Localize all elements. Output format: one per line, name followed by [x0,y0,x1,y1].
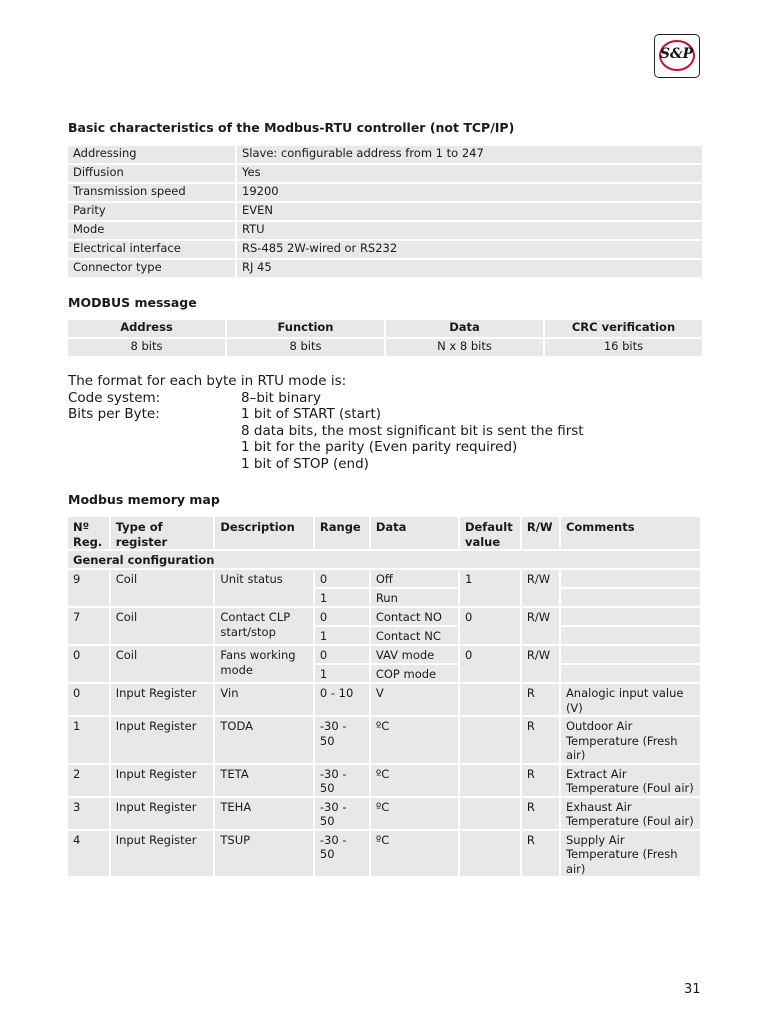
register-default [460,717,520,763]
table-row [68,831,700,877]
register-default [460,765,520,796]
register-data: COP mode [371,665,458,682]
register-type: Coil [111,608,214,644]
register-comment: Analogic input value (V) [561,684,700,715]
register-reg: 0 [68,684,109,715]
register-range: -30 - 50 [315,798,369,829]
table-row [68,165,702,182]
comment-cell [561,608,700,625]
column-header: Default value [460,517,520,549]
column-header: Type of register [111,517,214,549]
column-header: Data [386,320,543,337]
table-row [68,570,700,587]
table-row [68,608,700,625]
logo-text: S&P [659,46,694,62]
property-name: Addressing [68,146,235,163]
register-data: Off [371,570,458,587]
register-rw: R [522,717,559,763]
column-header: Range [315,517,369,549]
register-comment: Exhaust Air Temperature (Foul air) [561,798,700,829]
register-type: Input Register [111,684,214,715]
property-value: EVEN [237,203,702,220]
register-type: Input Register [111,831,214,877]
register-range: -30 - 50 [315,831,369,877]
register-range: 1 [315,665,369,682]
property-value: RTU [237,222,702,239]
column-header: Nº Reg. [68,517,109,549]
register-range: 1 [315,627,369,644]
register-reg: 1 [68,717,109,763]
property-value: RJ 45 [237,260,702,277]
register-rw: R/W [522,608,559,644]
register-range: 1 [315,589,369,606]
memory-map-table [66,515,702,878]
register-desc: TETA [215,765,313,796]
table-row [68,765,700,796]
register-description: Fans working mode [215,646,313,682]
page-number: 31 [684,982,701,997]
table-row [68,222,702,239]
register-number: 0 [68,646,109,682]
bits-per-byte-values [241,406,584,472]
register-default [460,831,520,877]
register-data: Run [371,589,458,606]
register-description: Unit status [215,570,313,606]
register-range: -30 - 50 [315,717,369,763]
column-header: R/W [522,517,559,549]
table-row [68,203,702,220]
register-type: Coil [111,570,214,606]
comment-cell [561,589,700,606]
register-number: 9 [68,570,109,606]
register-desc: TSUP [215,831,313,877]
rtu-format-text [68,373,584,473]
property-value: Yes [237,165,702,182]
bits-line: 1 bit of STOP (end) [241,455,369,472]
section-title-characteristics: Basic characteristics of the Modbus-RTU controller (not TCP/IP) [68,120,515,135]
property-name: Connector type [68,260,235,277]
register-reg: 3 [68,798,109,829]
register-range: 0 - 10 [315,684,369,715]
modbus-message-table [66,318,704,358]
register-comment: Outdoor Air Temperature (Fresh air) [561,717,700,763]
property-value: Slave: configurable address from 1 to 247 [237,146,702,163]
sp-logo [654,34,700,78]
register-rw: R [522,765,559,796]
register-desc: TEHA [215,798,313,829]
register-reg: 2 [68,765,109,796]
property-name: Diffusion [68,165,235,182]
property-name: Electrical interface [68,241,235,258]
table-cell: N x 8 bits [386,339,543,356]
register-rw: R [522,831,559,877]
register-data: Contact NO [371,608,458,625]
register-description: Contact CLP start/stop [215,608,313,644]
register-range: 0 [315,570,369,587]
register-number: 7 [68,608,109,644]
property-name: Parity [68,203,235,220]
register-desc: Vin [215,684,313,715]
property-name: Transmission speed [68,184,235,201]
characteristics-table [66,144,704,279]
register-type: Input Register [111,717,214,763]
table-row [68,798,700,829]
register-rw: R/W [522,646,559,682]
register-data: ºC [371,831,458,877]
register-default: 1 [460,570,520,606]
register-rw: R [522,798,559,829]
column-header: Function [227,320,384,337]
register-default [460,798,520,829]
group-label: General configuration [68,551,700,568]
register-range: 0 [315,608,369,625]
register-type: Input Register [111,765,214,796]
table-cell: 8 bits [227,339,384,356]
register-type: Input Register [111,798,214,829]
bits-per-byte-label: Bits per Byte: [68,406,160,423]
column-header: CRC verification [545,320,702,337]
comment-cell [561,570,700,587]
table-cell: 8 bits [68,339,225,356]
property-value: 19200 [237,184,702,201]
code-system-value: 8–bit binary [241,389,321,406]
table-row [68,146,702,163]
table-row [68,717,700,763]
register-reg: 4 [68,831,109,877]
table-row [68,184,702,201]
column-header: Description [215,517,313,549]
table-row [68,684,700,715]
register-rw: R [522,684,559,715]
comment-cell [561,665,700,682]
register-desc: TODA [215,717,313,763]
column-header: Address [68,320,225,337]
column-header: Data [371,517,458,549]
register-default [460,684,520,715]
register-comment: Supply Air Temperature (Fresh air) [561,831,700,877]
register-range: -30 - 50 [315,765,369,796]
bits-line: 1 bit of START (start) [241,406,382,423]
code-system-label: Code system: [68,389,161,406]
section-title-modbus-message: MODBUS message [68,295,197,310]
group-row [68,551,700,568]
property-name: Mode [68,222,235,239]
section-title-memory-map: Modbus memory map [68,492,220,507]
bits-line: 8 data bits, the most significant bit is sent the first [241,422,584,439]
register-comment: Extract Air Temperature (Foul air) [561,765,700,796]
register-data: ºC [371,717,458,763]
format-intro: The format for each byte in RTU mode is: [68,373,347,389]
register-data: ºC [371,798,458,829]
register-data: ºC [371,765,458,796]
comment-cell [561,627,700,644]
comment-cell [561,646,700,663]
register-default: 0 [460,646,520,682]
register-data: V [371,684,458,715]
register-rw: R/W [522,570,559,606]
register-range: 0 [315,646,369,663]
property-value: RS-485 2W-wired or RS232 [237,241,702,258]
table-row [68,260,702,277]
register-data: Contact NC [371,627,458,644]
column-header: Comments [561,517,700,549]
table-cell: 16 bits [545,339,702,356]
register-data: VAV mode [371,646,458,663]
table-row [68,241,702,258]
bits-line: 1 bit for the parity (Even parity required) [241,439,518,456]
table-row [68,646,700,663]
register-type: Coil [111,646,214,682]
register-default: 0 [460,608,520,644]
